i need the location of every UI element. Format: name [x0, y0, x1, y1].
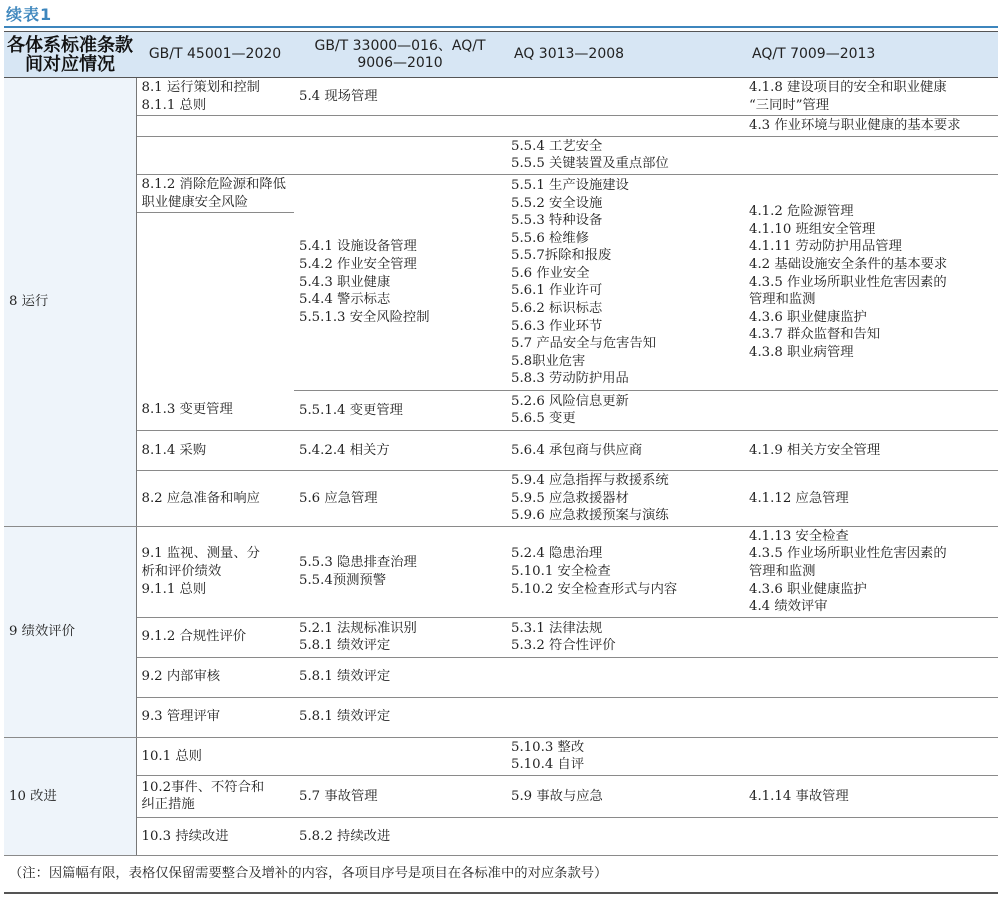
- table-note: （注：因篇幅有限，表格仅保留需要整合及增补的内容，各项目序号是项目在各标准中的对应条款号）: [4, 855, 998, 893]
- cell: 8.1.3 变更管理: [136, 390, 294, 430]
- cell: [506, 697, 744, 737]
- cell: [744, 817, 998, 855]
- cell: 5.5.4 工艺安全 5.5.5 关键装置及重点部位: [506, 136, 744, 174]
- cell: 8.1.4 采购: [136, 430, 294, 470]
- table-header-row: [4, 32, 998, 78]
- cell: [744, 737, 998, 775]
- cell: 4.1.13 安全检查 4.3.5 作业场所职业性危害因素的 管理和监测 4.3.6 职业健康监护 4.4 绩效评审: [744, 526, 998, 617]
- cell: 9.3 管理评审: [136, 697, 294, 737]
- table-row: [4, 657, 998, 697]
- table-row: [4, 116, 998, 137]
- cell: 5.2.6 风险信息更新 5.6.5 变更: [506, 390, 744, 430]
- title-rule: [4, 26, 998, 28]
- cell: 5.5.1.4 变更管理: [294, 390, 506, 430]
- group-performance: 9 绩效评价: [4, 526, 136, 737]
- cell: 5.9.4 应急指挥与救援系统 5.9.5 应急救援器材 5.9.6 应急救援预案与演练: [506, 470, 744, 526]
- cell: [294, 737, 506, 775]
- cell: 5.4 现场管理: [294, 78, 506, 116]
- cell: [136, 136, 294, 174]
- cell: 5.3.1 法律法规 5.3.2 符合性评价: [506, 617, 744, 657]
- cell: [744, 136, 998, 174]
- group-improvement: 10 改进: [4, 737, 136, 855]
- cell: 10.1 总则: [136, 737, 294, 775]
- cell: [294, 116, 506, 137]
- table-row: [4, 136, 998, 174]
- cell: 8.2 应急准备和响应: [136, 470, 294, 526]
- table-row: [4, 697, 998, 737]
- table-row: [4, 526, 998, 617]
- cell: [136, 116, 294, 137]
- table-row: [4, 470, 998, 526]
- table-row: [4, 775, 998, 817]
- cell: 5.6 应急管理: [294, 470, 506, 526]
- header-aq3013: AQ 3013—2008: [506, 32, 744, 78]
- cell: [744, 617, 998, 657]
- cell: [744, 697, 998, 737]
- cell: 5.4.2.4 相关方: [294, 430, 506, 470]
- cell: 5.5.3 隐患排查治理 5.5.4预测预警: [294, 526, 506, 617]
- cell: 5.5.1 生产设施建设 5.5.2 安全设施 5.5.3 特种设备 5.5.6 检维修 5.5.7拆除和报废 5.6 作业安全 5.6.1 作业许可 5.6.2 标识标志 5.6.3 作业环节 5.7 产品安全与危害告知 5.8职业危害 5.8.3 劳动防护用品: [506, 174, 744, 390]
- cell: 5.6.4 承包商与供应商: [506, 430, 744, 470]
- cell: 9.1 监视、测量、分 析和评价绩效 9.1.1 总则: [136, 526, 294, 617]
- cell: 4.1.9 相关方安全管理: [744, 430, 998, 470]
- header-gbt33000: GB/T 33000—016、AQ/T 9006—2010: [294, 32, 506, 78]
- cell: 4.3 作业环境与职业健康的基本要求: [744, 116, 998, 137]
- table-row: [4, 390, 998, 430]
- header-correspondence: 各体系标准条款间对应情况: [4, 32, 136, 78]
- cell: 4.1.12 应急管理: [744, 470, 998, 526]
- cell: 8.1.2 消除危险源和降低职业健康安全风险: [137, 175, 295, 213]
- cell: 5.8.1 绩效评定: [294, 697, 506, 737]
- cell: 4.1.2 危险源管理 4.1.10 班组安全管理 4.1.11 劳动防护用品管理 4.2 基础设施安全条件的基本要求 4.3.5 作业场所职业性危害因素的 管理和监测 4.3.6 职业健康监护 4.3.7 群众监督和告知 4.3.8 职业病管理: [744, 174, 998, 390]
- cell: [744, 657, 998, 697]
- table-continuation-title: 续表1: [6, 5, 53, 24]
- header-gbt45001: GB/T 45001—2020: [136, 32, 294, 78]
- table-row: [4, 78, 998, 116]
- table-row: [4, 617, 998, 657]
- standards-correspondence-table: [4, 31, 998, 894]
- cell: [506, 657, 744, 697]
- cell: 5.2.4 隐患治理 5.10.1 安全检查 5.10.2 安全检查形式与内容: [506, 526, 744, 617]
- header-aqt7009: AQ/T 7009—2013: [744, 32, 998, 78]
- cell: 5.9 事故与应急: [506, 775, 744, 817]
- cell: [506, 116, 744, 137]
- cell: 4.1.8 建设项目的安全和职业健康 “三同时”管理: [744, 78, 998, 116]
- cell: 5.8.2 持续改进: [294, 817, 506, 855]
- table-row: [4, 817, 998, 855]
- cell: 9.1.2 合规性评价: [136, 617, 294, 657]
- cell: 10.3 持续改进: [136, 817, 294, 855]
- cell: 5.2.1 法规标准识别 5.8.1 绩效评定: [294, 617, 506, 657]
- group-operation: 8 运行: [4, 78, 136, 527]
- note-row: [4, 855, 998, 893]
- cell: 8.1 运行策划和控制 8.1.1 总则: [136, 78, 294, 116]
- cell: 10.2事件、不符合和 纠正措施: [136, 775, 294, 817]
- cell: [506, 817, 744, 855]
- table-row: [4, 174, 998, 390]
- cell: 9.2 内部审核: [136, 657, 294, 697]
- table-row: [4, 430, 998, 470]
- table-row: [4, 737, 998, 775]
- cell: 5.4.1 设施设备管理 5.4.2 作业安全管理 5.4.3 职业健康 5.4.4 警示标志 5.5.1.3 安全风险控制: [294, 174, 506, 390]
- cell: 5.8.1 绩效评定: [294, 657, 506, 697]
- cell: [294, 136, 506, 174]
- cell: [744, 390, 998, 430]
- cell: 4.1.14 事故管理: [744, 775, 998, 817]
- cell: 5.7 事故管理: [294, 775, 506, 817]
- cell: 5.10.3 整改 5.10.4 自评: [506, 737, 744, 775]
- cell: [506, 78, 744, 116]
